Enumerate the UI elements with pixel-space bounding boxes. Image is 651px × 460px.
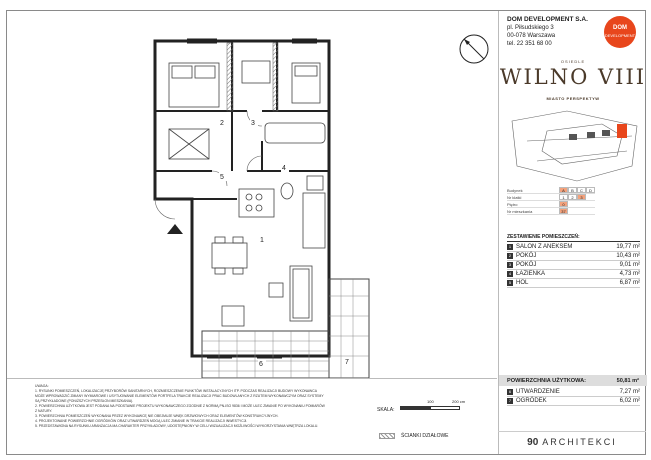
room-row: 4 ŁAZIENKA 4,73 m² — [508, 271, 640, 277]
note-item: 4. PROJEKTOWANE POWIERZCHNIE OGRÓDKÓW ORAZ UTWARDZEŃ MOGĄ ULEC ZMIANIE W TRAKCIE REALIZACJI INWESTYCJI. — [35, 418, 248, 423]
notes-panel — [7, 378, 497, 454]
outdoor-row: 6 UTWARDZENIE 7,27 m² — [508, 389, 640, 395]
note-item: 3. POWIERZCHNIA POMIESZCZEŃ WYKONANA PRZEZ WYKONAWCĘ NIE OBEJMUJE WNĘK DRZWIOWYCH ORAZ ELEMENTÓW KONSTRUKCYJNYCH. — [35, 413, 279, 418]
legend-label: ŚCIANKI DZIAŁOWE — [401, 433, 449, 439]
plan-label-7: 7 — [345, 359, 349, 366]
company-address-2: 00-078 Warszawa — [507, 33, 556, 39]
architect-footer — [498, 431, 646, 454]
dom-logo-icon: DOM DEVELOPMENT — [604, 16, 636, 48]
rooms-section-title: ZESTAWIENIE POMIESZCZEŃ: — [507, 234, 640, 242]
scale-mark-100: 100 — [427, 399, 434, 404]
info-row-apartment: Nr mieszkania 37 — [507, 208, 595, 215]
project-osiedle: OSIEDLE — [560, 59, 586, 64]
company-name: DOM DEVELOPMENT S.A. — [507, 16, 588, 23]
north-arrow-icon — [458, 33, 490, 65]
note-item: 2. POWIERZCHNIA UŻYTKOWA JEST PODANA NA PODSTAWIE PROJEKTU WYKONAWCZEGO ZGODNIE Z NORMĄ PN-ISO 9836 I MOŻE ULEC ZMIANIE PO WYKONANIU POMIARÓW Z NATURY. — [35, 403, 325, 413]
info-row-floor: Piętro 0 — [507, 201, 595, 208]
notes-heading: UWAGA: — [35, 384, 49, 388]
architect-mark: 90 — [527, 437, 539, 448]
info-panel — [498, 11, 646, 454]
floor-plan — [7, 11, 497, 378]
plan-label-4: 4 — [282, 165, 286, 172]
company-phone: tel. 22 351 68 00 — [507, 41, 552, 47]
hatch-swatch-icon — [379, 433, 395, 439]
floor-plan-area — [7, 11, 497, 378]
project-name: WILNO VIII — [499, 65, 647, 89]
total-area-label: POWIERZCHNIA UŻYTKOWA: — [507, 377, 587, 384]
plan-label-6: 6 — [259, 361, 263, 368]
scale-bar — [400, 406, 460, 410]
room-row: 5 HOL 6,87 m² — [508, 280, 640, 286]
total-area-row — [499, 375, 647, 386]
building-info-table — [507, 187, 595, 215]
note-item: 1. RYSUNKI POMIESZCZEŃ, LOKALIZACJĘ PRZYBORÓW SANITARNYCH, ROZMIESZCZENIE PUNKTÓW INSTALACYJNYCH ITP. PODCZAS REALIZACJI BUDOWY WYKONAWCA MOŻE WPROWADZIĆ ZMIANY WYMIAROWE I USYTUOWANIE ELEMENTÓW PORTFELA TRAKCIE REALIZACJI PRAC BUDOWLANYCH Z RZUTEM WYKONAWCZYM ORAZ SYSTEMY SĄ PRZYKŁADOWE (PONIŻSZYCH PRZESŁON MIESZKANIA). — [35, 389, 324, 403]
scale-mark-200: 200 cm — [452, 399, 466, 404]
architect-name: 90 ARCHITEKCI — [527, 437, 617, 448]
info-row-building: Budynek A B C D — [507, 187, 595, 194]
rooms-table — [507, 243, 640, 288]
room-row: 2 POKÓJ 10,43 m² — [508, 253, 640, 259]
outdoor-areas-table — [507, 388, 640, 406]
company-info — [507, 16, 588, 48]
legend-partition-walls — [379, 433, 449, 439]
plan-label-5: 5 — [220, 174, 224, 181]
plan-label-2: 2 — [220, 120, 224, 127]
note-item: 5. PRZEDSTAWIONA NA RYSUNKU ARANŻACJA MA CHARAKTER PRZYKŁADOWY, UDOSTĘPNIONY W CELU WIZUALIZACJI MOŻLIWOŚCI WYKORZYSTANIA WNĘTRZA LOKALU. — [35, 424, 319, 429]
site-key-map — [507, 106, 642, 186]
document-frame — [6, 10, 646, 455]
notes-text — [35, 384, 325, 429]
total-area-value: 50,81 m² — [616, 377, 639, 384]
scale-label: SKALA: — [377, 407, 395, 413]
plan-label-1: 1 — [260, 237, 264, 244]
room-row: 3 POKÓJ 9,01 m² — [508, 262, 640, 268]
entrance-marker — [167, 224, 183, 234]
plan-label-3: 3 — [251, 120, 255, 127]
project-tagline: MIASTO PERSPEKTYW — [546, 96, 600, 101]
room-row: 1 SALON Z ANEKSEM 19,77 m² — [508, 244, 640, 250]
info-row-stairwell: Nr klatki 1 2 3 — [507, 194, 595, 201]
outdoor-row: 7 OGRÓDEK 6,02 m² — [508, 398, 640, 404]
company-address-1: pl. Piłsudskiego 3 — [507, 25, 554, 31]
